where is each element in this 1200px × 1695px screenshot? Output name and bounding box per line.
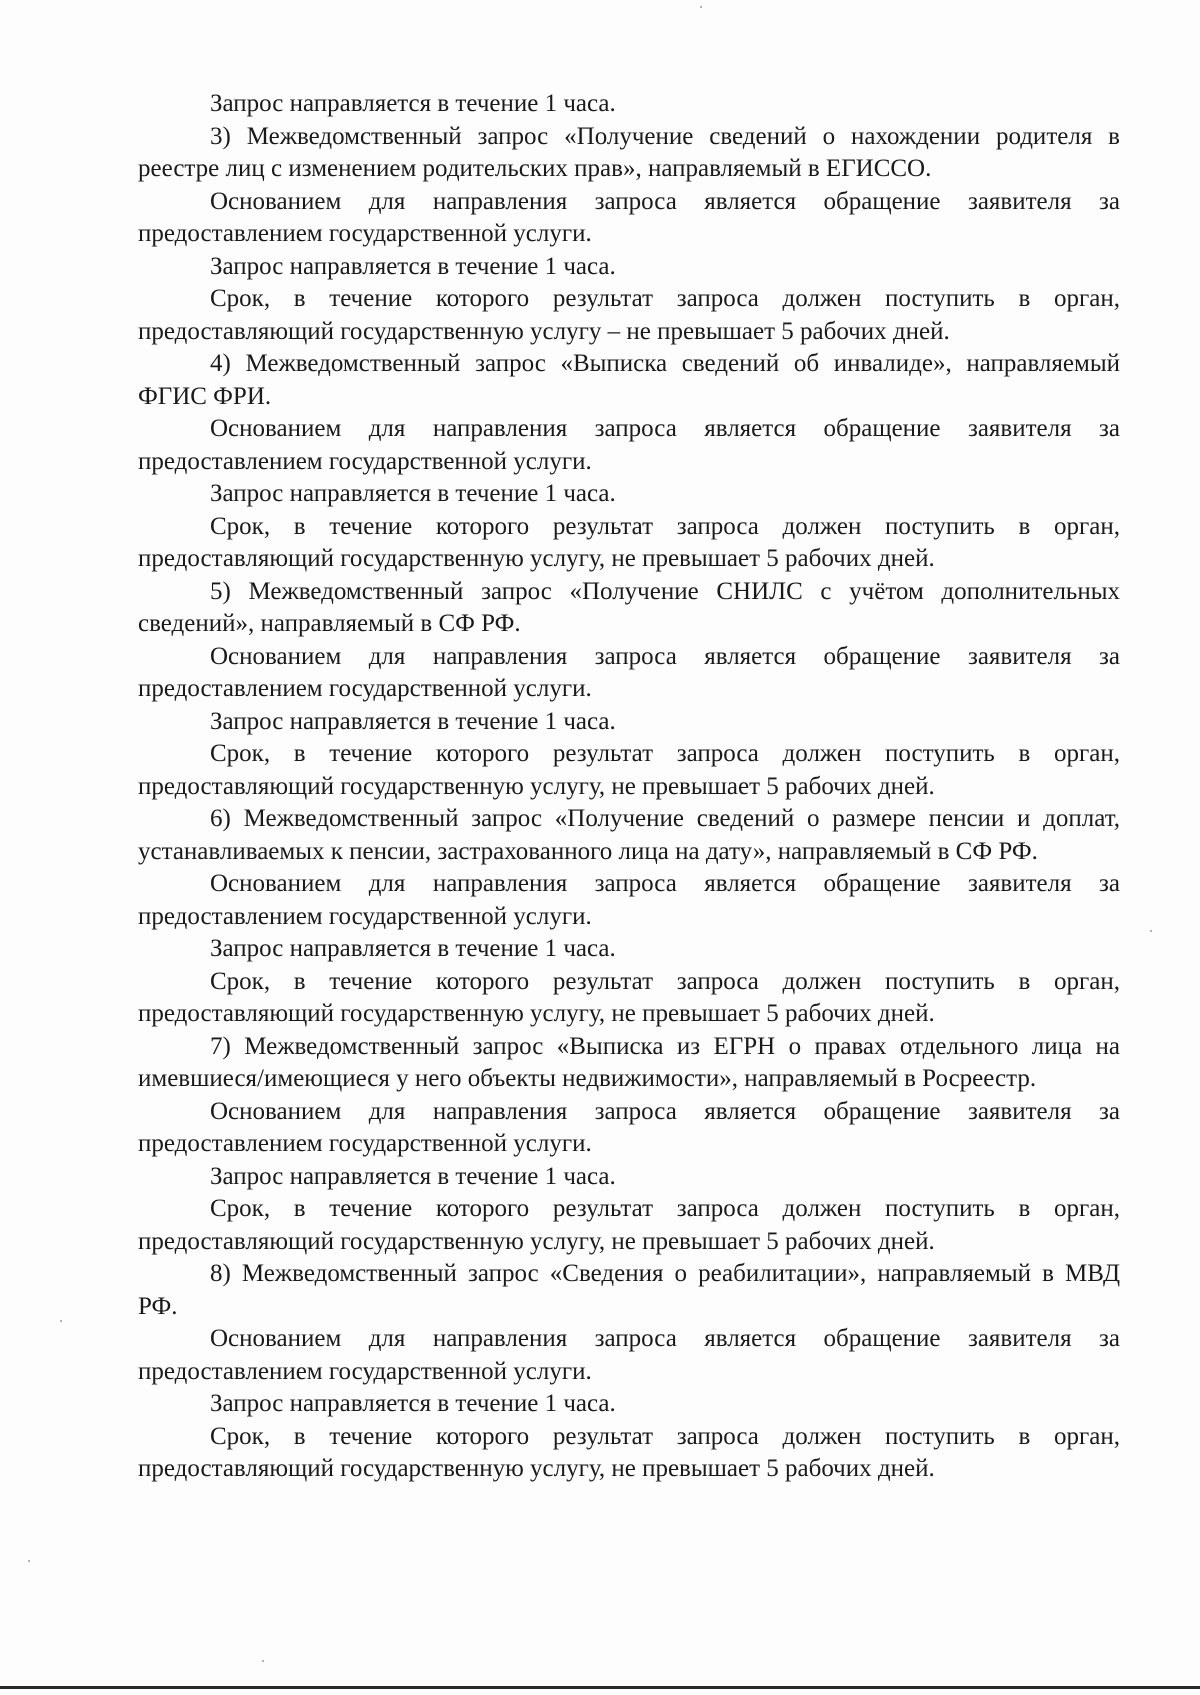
scan-speck <box>60 1320 62 1322</box>
paragraph: Основанием для направления запроса является обращение заявителя за предоставлением государственной услуги. <box>138 642 1120 702</box>
scan-speck <box>28 1560 30 1562</box>
paragraph: Основанием для направления запроса является обращение заявителя за предоставлением государственной услуги. <box>138 187 1120 247</box>
paragraph: Срок, в течение которого результат запроса должен поступить в орган, предоставляющий государственную услугу, не превышает 5 рабочих дней. <box>138 967 1120 1027</box>
paragraph: 7) Межведомственный запрос «Выписка из ЕГРН о правах отдельного лица на имевшиеся/имеющиеся у него объекты недвижимости», направляемый в Росреестр. <box>138 1032 1120 1092</box>
paragraph: 3) Межведомственный запрос «Получение сведений о нахождении родителя в реестре лиц с изменением родительских прав», направляемый в ЕГИССО. <box>138 122 1120 182</box>
paragraph: 4) Межведомственный запрос «Выписка сведений об инвалиде», направляемый ФГИС ФРИ. <box>138 350 1120 410</box>
paragraph: 6) Межведомственный запрос «Получение сведений о размере пенсии и доплат, устанавливаемых к пенсии, застрахованного лица на дату», направляемый в СФ РФ. <box>138 805 1120 865</box>
paragraph: Запрос направляется в течение 1 часа. <box>210 1162 616 1190</box>
page-bottom-edge <box>0 1686 1200 1689</box>
paragraph: Срок, в течение которого результат запроса должен поступить в орган, предоставляющий государственную услугу, не превышает 5 рабочих дней. <box>138 512 1120 572</box>
paragraph: Запрос направляется в течение 1 часа. <box>210 707 616 735</box>
paragraph: Запрос направляется в течение 1 часа. <box>210 480 616 507</box>
paragraph: Срок, в течение которого результат запроса должен поступить в орган, предоставляющий государственную услугу, не превышает 5 рабочих дней. <box>138 1195 1120 1255</box>
paragraph: Срок, в течение которого результат запроса должен поступить в орган, предоставляющий государственную услугу – не превышает 5 рабочих дней. <box>138 285 1120 345</box>
paragraph: Запрос направляется в течение 1 часа. <box>210 935 616 962</box>
paragraph: Запрос направляется в течение 1 часа. <box>210 252 616 280</box>
paragraph: Срок, в течение которого результат запроса должен поступить в орган, предоставляющий государственную услугу, не превышает 5 рабочих дней. <box>138 740 1120 800</box>
scan-speck <box>262 1660 264 1662</box>
paragraph: Основанием для направления запроса является обращение заявителя за предоставлением государственной услуги. <box>138 1097 1120 1157</box>
paragraph: Запрос направляется в течение 1 часа. <box>210 90 616 117</box>
paragraph: Запрос направляется в течение 1 часа. <box>210 1390 616 1417</box>
scan-speck <box>700 6 702 8</box>
paragraph: Основанием для направления запроса является обращение заявителя за предоставлением государственной услуги. <box>138 1325 1120 1385</box>
paragraph: Срок, в течение которого результат запроса должен поступить в орган, предоставляющий государственную услугу, не превышает 5 рабочих дней. <box>138 1422 1120 1482</box>
scan-speck <box>1150 930 1152 932</box>
paragraph: 8) Межведомственный запрос «Сведения о реабилитации», направляемый в МВД РФ. <box>138 1260 1120 1320</box>
paragraph: 5) Межведомственный запрос «Получение СНИЛС с учётом дополнительных сведений», направляемый в СФ РФ. <box>138 577 1120 637</box>
document-body <box>138 88 1120 1486</box>
paragraph: Основанием для направления запроса является обращение заявителя за предоставлением государственной услуги. <box>138 415 1120 475</box>
paragraph: Основанием для направления запроса является обращение заявителя за предоставлением государственной услуги. <box>138 870 1120 930</box>
